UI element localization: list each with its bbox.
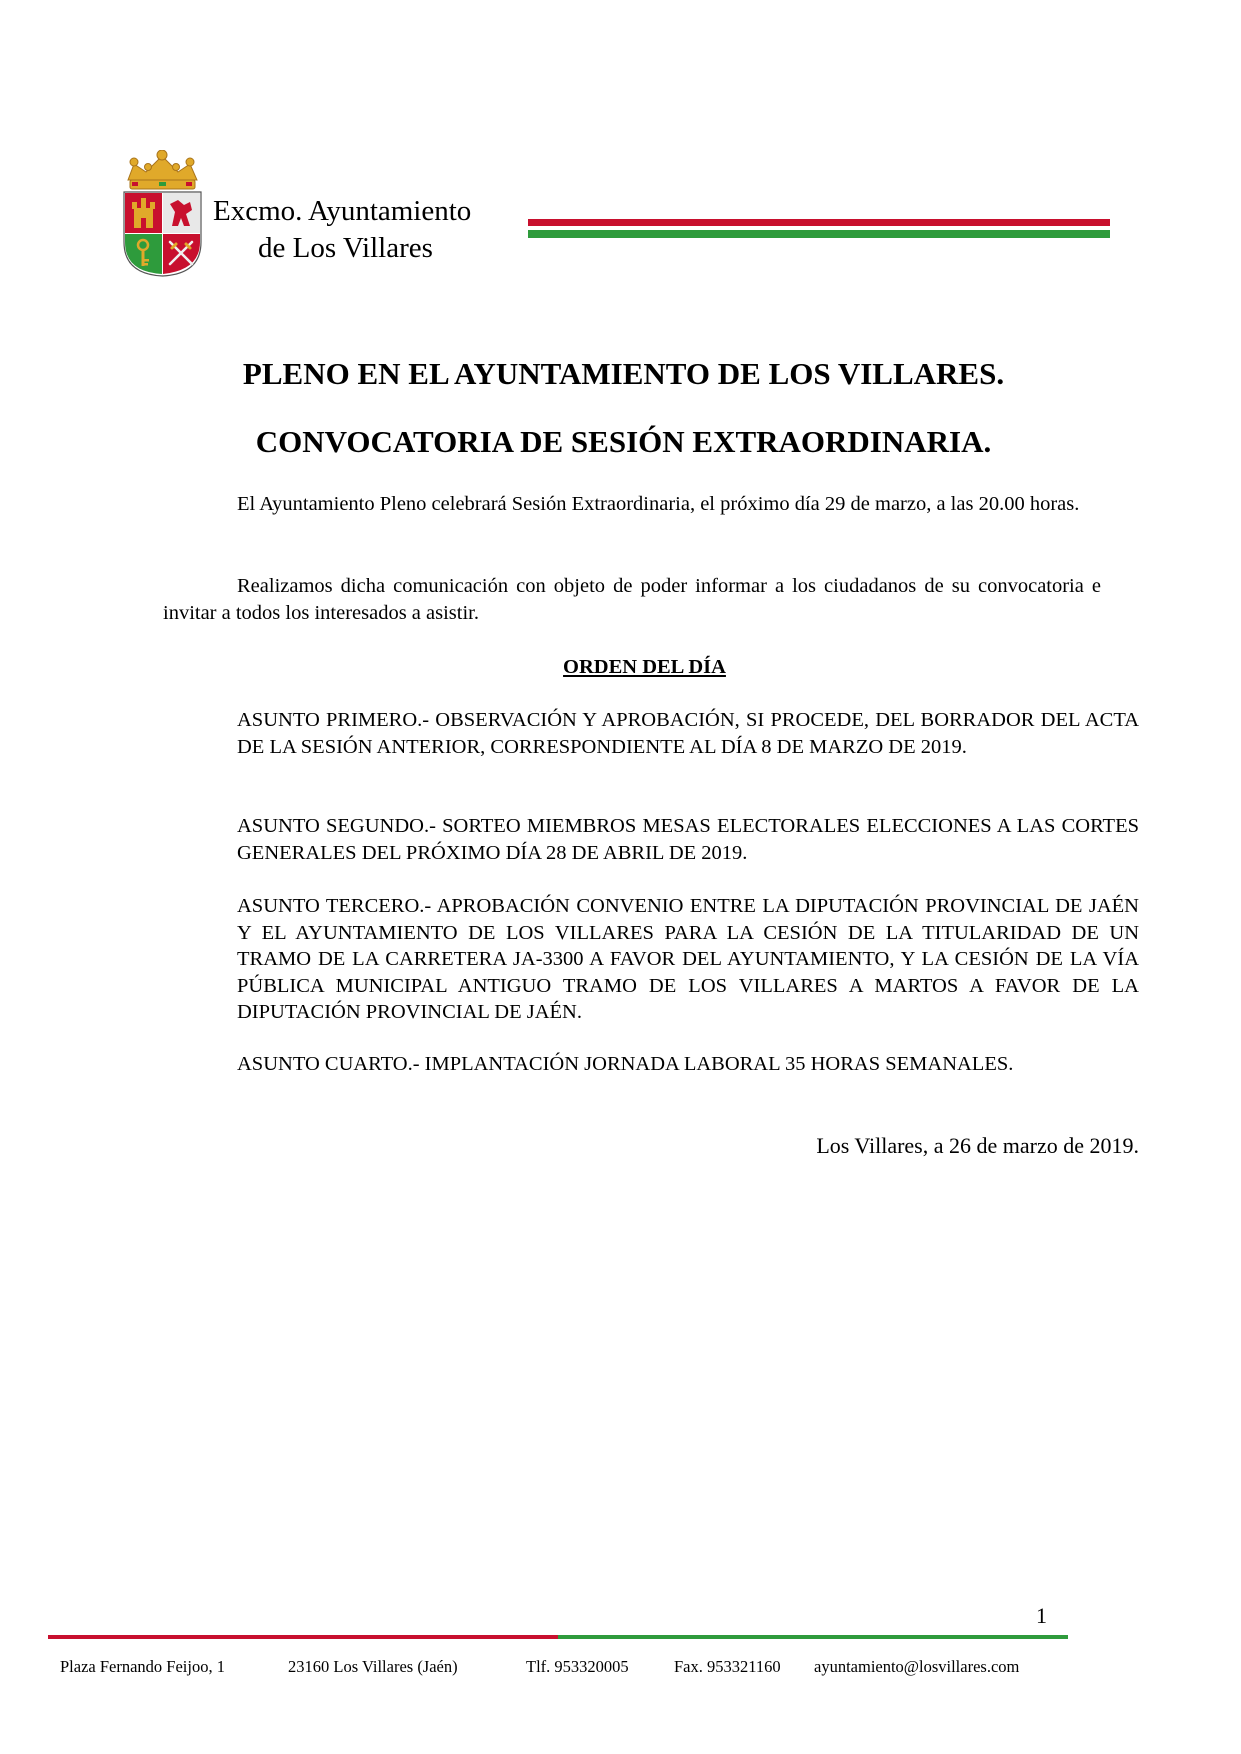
agenda-item: ASUNTO CUARTO.- IMPLANTACIÓN JORNADA LABORAL 35 HORAS SEMANALES. (237, 1053, 1014, 1075)
organization-name-line1: Excmo. Ayuntamiento (213, 195, 472, 227)
footer-city: 23160 Los Villares (Jaén) (288, 1657, 458, 1676)
agenda-item: ASUNTO TERCERO.- APROBACIÓN CONVENIO ENTRE LA DIPUTACIÓN PROVINCIAL DE JAÉN Y EL AYUNTAMIENTO DE LOS VILLARES PARA LA CESIÓN DE LA TITULARIDAD DE UN TRAMO DE LA CARRETERA JA-3300 A FAVOR DEL AYUNTAMIENTO, Y LA CESIÓN DE LA VÍA PÚBLICA MUNICIPAL ANTIGUO TRAMO DE LOS VILLARES A MARTOS A FAVOR DE LA DIPUTACIÓN PROVINCIAL DE JAÉN. (237, 895, 1139, 1023)
document-title: PLENO EN EL AYUNTAMIENTO DE LOS VILLARES. (242, 356, 1005, 391)
page-number: 1 (1036, 1603, 1047, 1628)
header-flag-stripe (528, 219, 1110, 239)
footer-fax: Fax. 953321160 (674, 1657, 781, 1676)
date-line: Los Villares, a 26 de marzo de 2019. (816, 1133, 1139, 1158)
document-subtitle: CONVOCATORIA DE SESIÓN EXTRAORDINARIA. (255, 424, 992, 459)
agenda-item: ASUNTO PRIMERO.- OBSERVACIÓN Y APROBACIÓN, SI PROCEDE, DEL BORRADOR DEL ACTA DE LA SESIÓN ANTERIOR, CORRESPONDIENTE AL DÍA 8 DE MARZO DE 2019. (237, 709, 1139, 758)
agenda-item: ASUNTO SEGUNDO.- SORTEO MIEMBROS MESAS ELECTORALES ELECCIONES A LAS CORTES GENERALES DEL PRÓXIMO DÍA 28 DE ABRIL DE 2019. (237, 815, 1139, 864)
footer-email[interactable]: ayuntamiento@losvillares.com (814, 1657, 1020, 1676)
footer-address: Plaza Fernando Feijoo, 1 (60, 1657, 225, 1676)
organization-name-line2: de Los Villares (258, 232, 433, 264)
coat-of-arms-icon (120, 150, 205, 280)
purpose-paragraph: Realizamos dicha comunicación con objeto de poder informar a los ciudadanos de su convocatoria e invitar a todos los interesados a asistir. (163, 575, 1101, 624)
footer-phone: Tlf. 953320005 (526, 1657, 629, 1676)
agenda-heading: ORDEN DEL DÍA (563, 656, 726, 678)
announcement-paragraph: El Ayuntamiento Pleno celebrará Sesión Extraordinaria, el próximo día 29 de marzo, a las 20.00 horas. (237, 493, 1080, 515)
footer-flag-stripe (48, 1635, 1068, 1639)
